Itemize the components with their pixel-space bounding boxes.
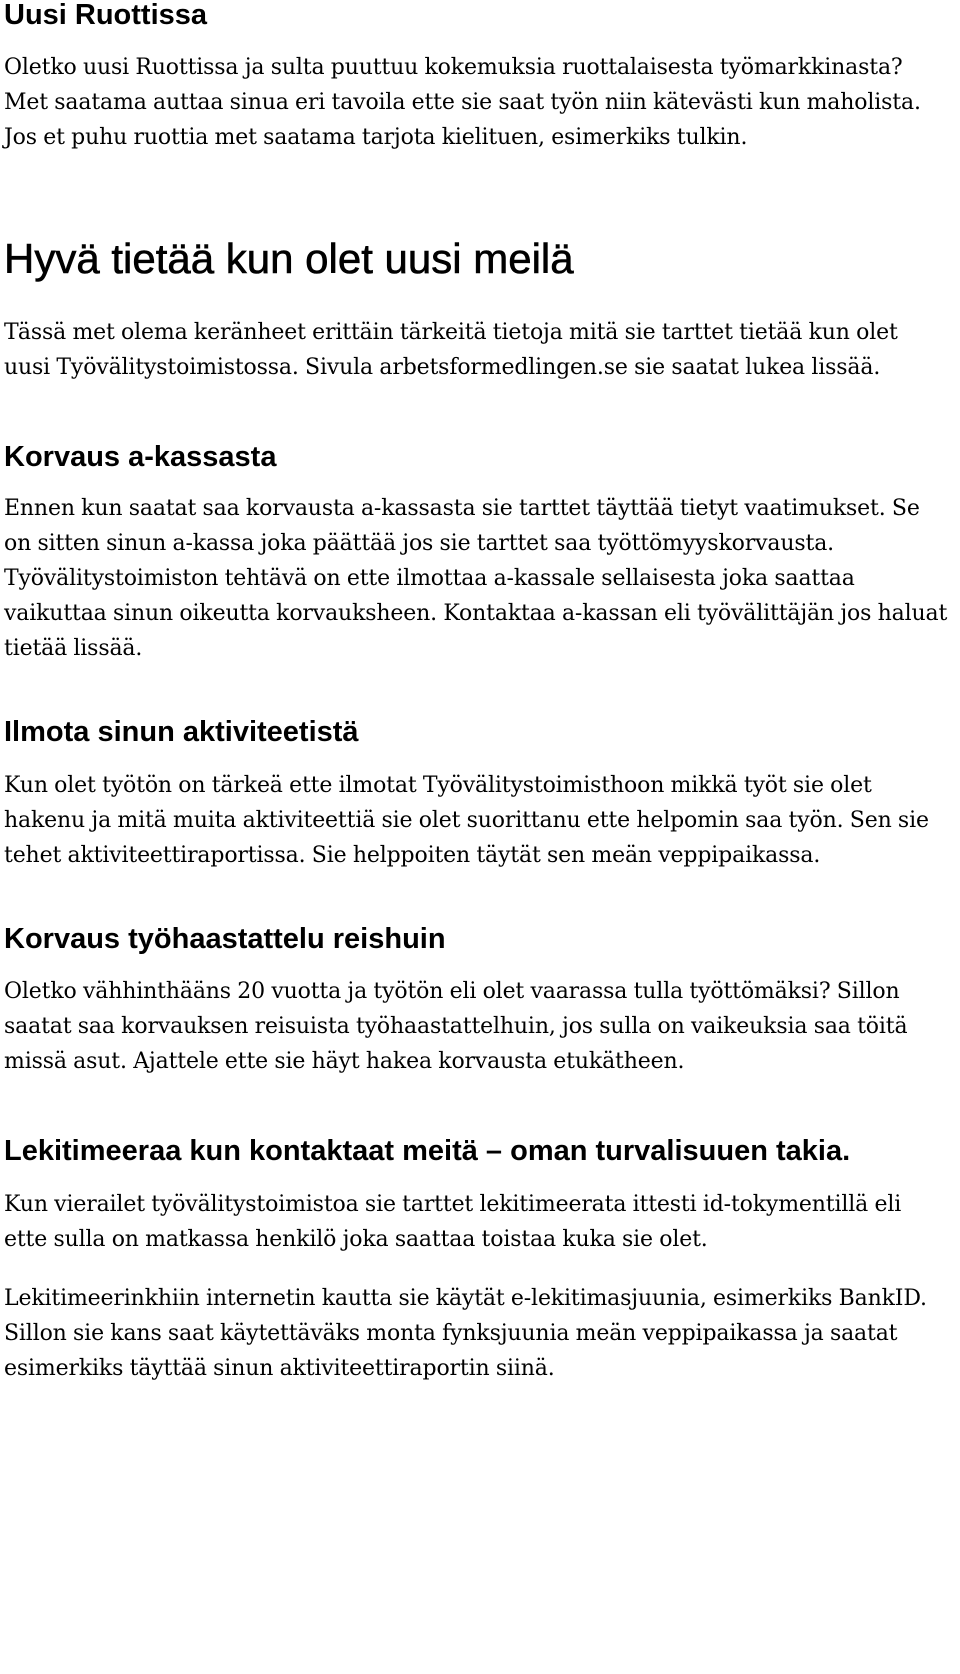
section-paragraph: Ennen kun saatat saa korvausta a-kassasta sie tarttet täyttää tietyt vaatimukset. Se on sitten sinun a-kassa joka päättää jos sie tarttet saa työttömyyskorvausta. Työvälitystoimiston tehtävä on ette ilmottaa a-kassale sellaisesta joka saattaa vaikuttaa sinun oikeutta korvauksheen. Kontaktaa a-kassan eli työvälittäjän jos haluat tietää lissää.	[4, 496, 948, 661]
section-interview-travel	[4, 921, 950, 1079]
section-paragraph: Oletko vähhinthääns 20 vuotta ja työtön eli olet vaarassa tulla työttömäksi? Sillon saatat saa korvauksen reisuista työhaastattelhuin, jos sulla on vaikeuksia saa töitä missä asut. Ajattele ette sie häyt hakea korvausta etukätheen.	[4, 979, 908, 1074]
section-identification	[4, 1133, 950, 1386]
section-heading: Lekitimeeraa kun kontaktaat meitä – oman turvalisuuen takia.	[4, 1135, 851, 1167]
section-heading: Hyvä tietää kun olet uusi meilä	[4, 235, 574, 282]
section-heading: Uusi Ruottissa	[4, 0, 208, 31]
section-new-in-sweden	[4, 0, 950, 155]
section-paragraph: Kun vierailet työvälitystoimistoa sie tarttet lekitimeerata ittesti id-tokymentillä eli ette sulla on matkassa henkilö joka saattaa toistaa kuka sie olet.	[4, 1192, 902, 1252]
section-paragraph: Tässä met olema keränheet erittäin tärkeitä tietoja mitä sie tarttet tietää kun olet uusi Työvälitystoimistossa. Sivula arbetsformedlingen.se sie saatat lukea lissää.	[4, 320, 898, 380]
section-report-activity	[4, 714, 950, 873]
section-heading: Ilmota sinun aktiviteetistä	[4, 716, 359, 748]
section-paragraph: Kun olet työtön on tärkeä ette ilmotat Työvälitystoimisthoon mikkä työt sie olet hakenu ja mitä muita aktiviteettiä sie olet suorittanu ette helpomin saa työn. Sen sie tehet aktiviteettiraportissa. Sie helppoiten täytät sen meän veppipaikassa.	[4, 773, 929, 868]
document-page	[4, 0, 950, 1386]
section-paragraph: Oletko uusi Ruottissa ja sulta puuttuu kokemuksia ruottalaisesta työmarkkinasta? Met saatama auttaa sinua eri tavoila ette sie saat työn niin kätevästi kun maholista. Jos et puhu ruottia met saatama tarjota kielituen, esimerkiks tulkin.	[4, 55, 921, 150]
section-unemployment-fund	[4, 439, 950, 666]
section-good-to-know	[4, 235, 950, 385]
section-heading: Korvaus työhaastattelu reishuin	[4, 923, 446, 955]
section-paragraph: Lekitimeerinkhiin internetin kautta sie käytät e-lekitimasjuunia, esimerkiks BankID. Sillon sie kans saat käytettäväks monta fynksjuunia meän veppipaikassa ja saatat esimerkiks täyttää sinun aktiviteettiraportin siinä.	[4, 1286, 927, 1381]
section-heading: Korvaus a-kassasta	[4, 441, 277, 473]
